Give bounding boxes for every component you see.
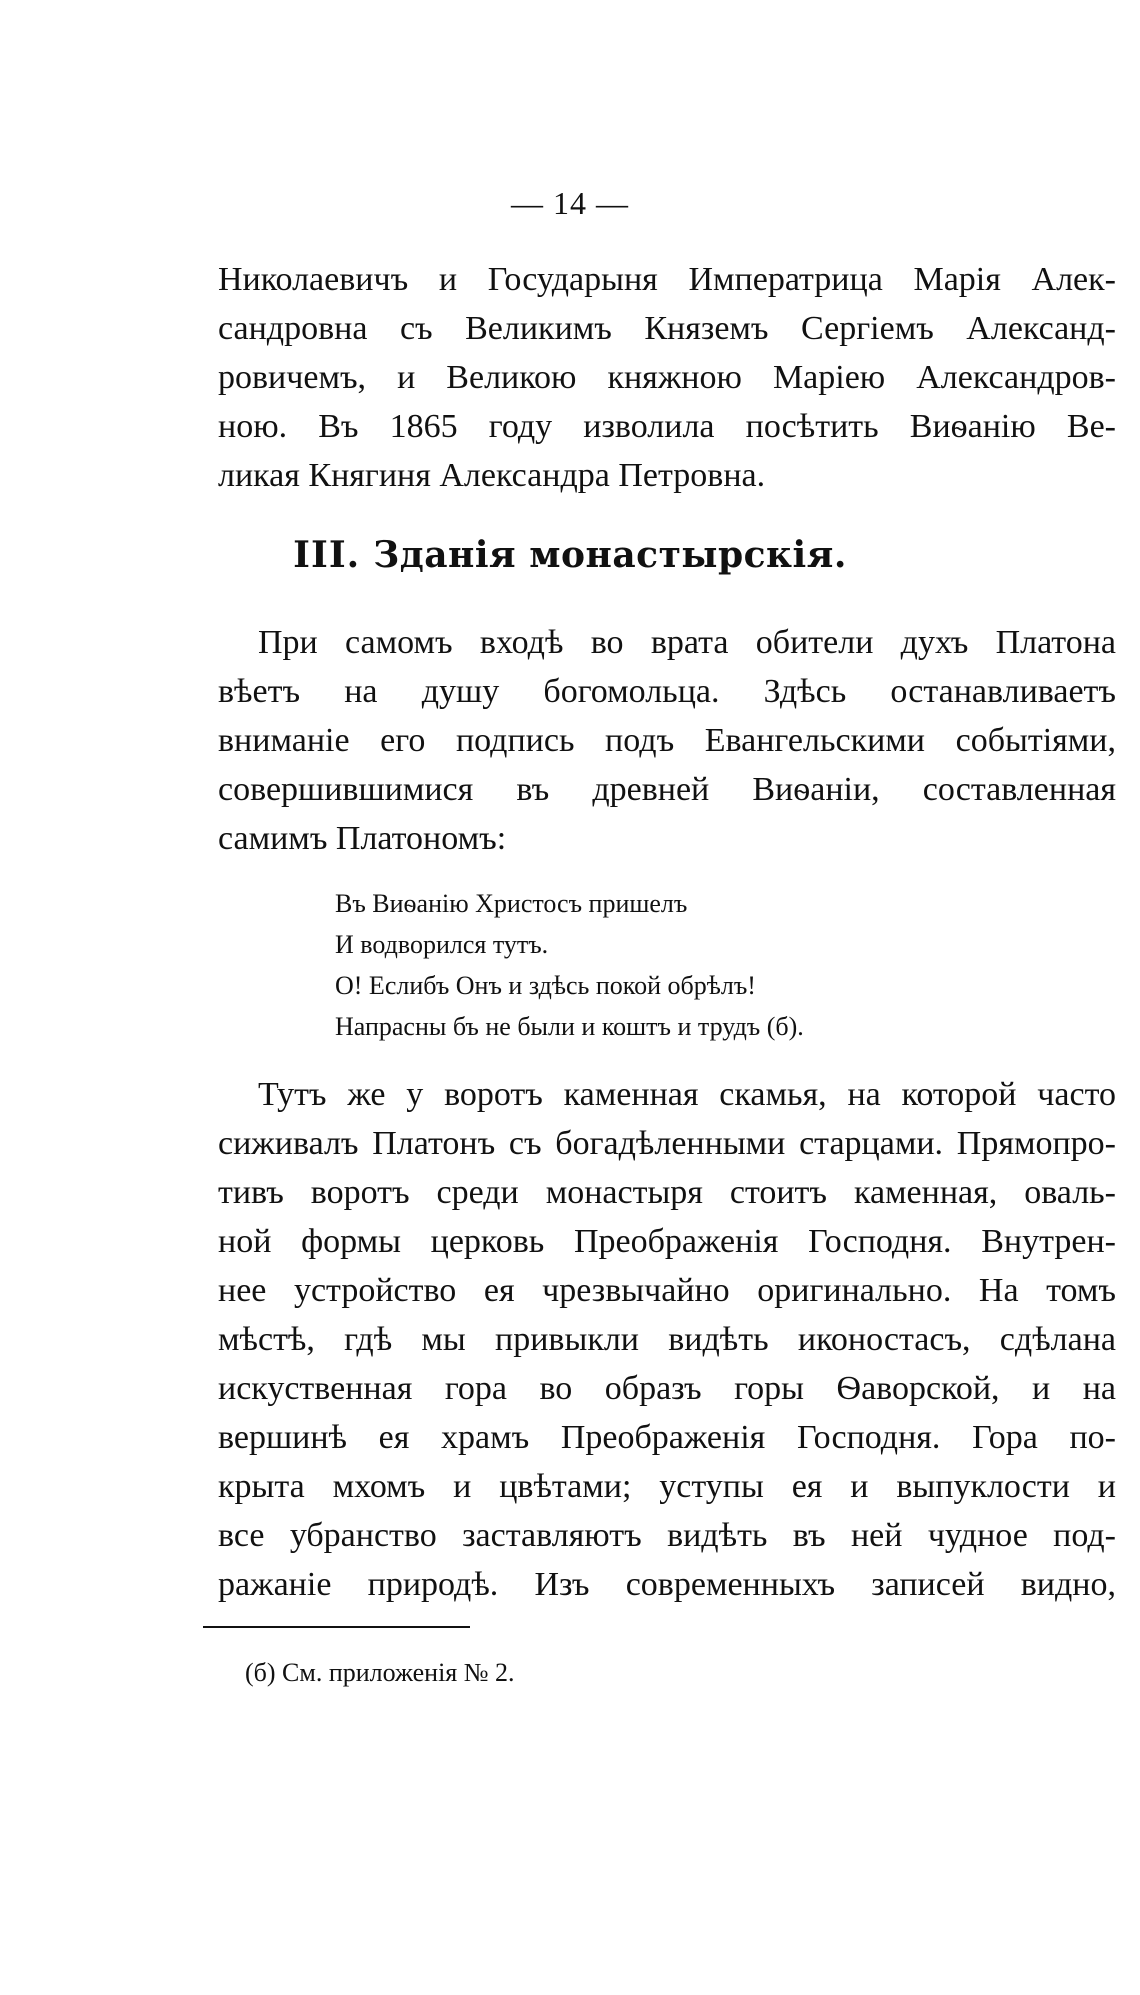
text-line: ною. Въ 1865 году изволила посѣтить Виѳанію Ве- — [218, 408, 1116, 445]
text-line: самимъ Платономъ: — [218, 820, 507, 857]
footnote-divider — [203, 1626, 470, 1628]
text-line: мѣстѣ, гдѣ мы привыкли видѣть иконостасъ, сдѣлана — [218, 1321, 1116, 1358]
text-line: При самомъ входѣ во врата обители духъ Платона — [258, 624, 1116, 661]
text-line: вниманіе его подпись подъ Евангельскими событіями, — [218, 722, 1116, 759]
verse-inscription — [335, 883, 804, 1047]
verse-line: Напрасны бъ не были и коштъ и трудъ (б). — [335, 1012, 804, 1041]
text-line: сандровна съ Великимъ Княземъ Сергіемъ Александ- — [218, 310, 1116, 347]
paragraph-intro — [218, 618, 1116, 863]
text-line: искуственная гора во образъ горы Ѳаворской, и на — [218, 1370, 1116, 1407]
text-line: нее устройство ея чрезвычайно оригинально. На томъ — [218, 1272, 1116, 1309]
text-line: ровичемъ, и Великою княжною Маріею Александров- — [218, 359, 1116, 396]
verse-line: О! Еслибъ Онъ и здѣсь покой обрѣлъ! — [335, 971, 756, 1000]
footnote: (б) См. приложенія № 2. — [245, 1658, 515, 1687]
page-number: — 14 — — [511, 185, 629, 221]
text-line: вершинѣ ея храмъ Преображенія Господня. Гора по- — [218, 1419, 1116, 1456]
paragraph-main — [218, 1070, 1116, 1609]
verse-line: Въ Виѳанію Христосъ пришелъ — [335, 889, 688, 918]
text-line: ной формы церковь Преображенія Господня. Внутрен- — [218, 1223, 1116, 1260]
text-line: тивъ воротъ среди монастыря стоитъ каменная, оваль- — [218, 1174, 1116, 1211]
text-line: совершившимися въ древней Виѳаніи, составленная — [218, 771, 1116, 808]
text-line: вѣетъ на душу богомольца. Здѣсь останавливаетъ — [218, 673, 1116, 710]
text-line: Николаевичъ и Государыня Императрица Марія Алек- — [218, 261, 1116, 298]
section-numeral: III. — [293, 534, 361, 576]
text-line: крыта мхомъ и цвѣтами; уступы ея и выпуклости и — [218, 1468, 1116, 1505]
text-line: ликая Княгиня Александра Петровна. — [218, 457, 766, 494]
section-title: Зданія монастырскія. — [373, 534, 847, 576]
text-line: Тутъ же у воротъ каменная скамья, на которой часто — [258, 1076, 1116, 1113]
verse-line: И водворился тутъ. — [335, 930, 549, 959]
text-line: сиживалъ Платонъ съ богадѣленными старцами. Прямопро- — [218, 1125, 1116, 1162]
text-line: ражаніе природѣ. Изъ современныхъ записей видно, — [218, 1566, 1116, 1603]
section-heading — [0, 534, 1140, 576]
text-line: все убранство заставляютъ видѣть въ ней чудное под- — [218, 1517, 1116, 1554]
paragraph-continued — [218, 255, 1116, 500]
